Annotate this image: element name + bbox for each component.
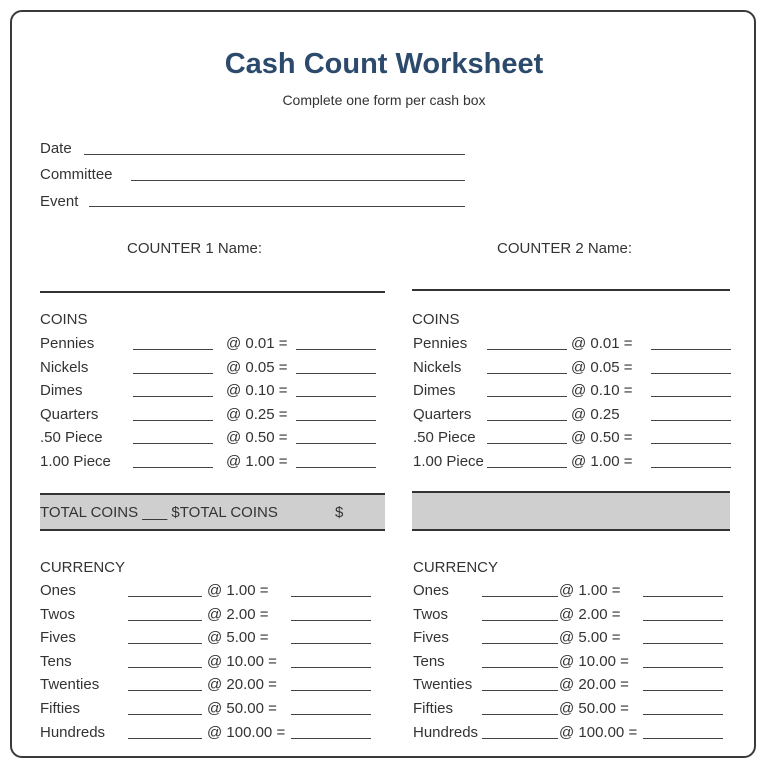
denomination-label: 1.00 Piece — [40, 453, 111, 470]
rate-label: @ 1.00 = — [571, 453, 633, 470]
amount-field[interactable] — [651, 420, 731, 421]
denomination-label: Fifties — [40, 700, 81, 717]
rate-label: @ 5.00 = — [559, 629, 621, 647]
amount-field[interactable] — [291, 738, 371, 739]
quantity-field[interactable] — [487, 467, 567, 468]
rate-label: @ 0.05 = — [226, 358, 288, 376]
amount-field[interactable] — [291, 596, 371, 597]
denomination-label: .50 Piece — [40, 429, 103, 447]
event-label: Event — [40, 193, 79, 210]
rate-label: @ 0.25 — [571, 405, 620, 423]
amount-field[interactable] — [296, 396, 376, 397]
quantity-field[interactable] — [482, 714, 558, 715]
quantity-field[interactable] — [128, 620, 202, 621]
denomination-label: Hundreds — [413, 723, 479, 741]
quantity-field[interactable] — [482, 620, 558, 621]
worksheet-frame — [10, 10, 756, 758]
denomination-label: Twenties — [40, 676, 100, 694]
denomination-label: Tens — [413, 652, 445, 670]
coins-heading-left: COINS — [40, 311, 88, 328]
quantity-field[interactable] — [128, 667, 202, 668]
denomination-label: Twos — [413, 605, 449, 623]
quantity-field[interactable] — [133, 373, 213, 374]
currency-heading-left: CURRENCY — [40, 559, 126, 576]
quantity-field[interactable] — [128, 596, 202, 597]
denomination-label: Quarters — [413, 405, 472, 423]
rate-label: @ 0.01 = — [226, 335, 288, 352]
rate-label: @ 1.00 = — [559, 582, 621, 599]
counter2-name-field[interactable] — [412, 289, 730, 291]
currency-heading-right: CURRENCY — [413, 559, 499, 576]
total-coins-dollar: $ — [335, 504, 344, 521]
denomination-label: 1.00 Piece — [413, 453, 484, 470]
total-coins-label: TOTAL COINS ___ $TOTAL COINS — [40, 504, 278, 521]
denomination-label: Quarters — [40, 405, 99, 423]
amount-field[interactable] — [643, 620, 723, 621]
amount-field[interactable] — [291, 667, 371, 668]
amount-field[interactable] — [651, 396, 731, 397]
denomination-label: Twos — [40, 605, 76, 623]
coins-heading-right: COINS — [412, 311, 460, 328]
quantity-field[interactable] — [133, 420, 213, 421]
quantity-field[interactable] — [128, 714, 202, 715]
amount-field[interactable] — [643, 690, 723, 691]
denomination-label: Nickels — [413, 358, 462, 376]
rate-label: @ 50.00 = — [559, 700, 629, 717]
rate-label: @ 0.25 = — [226, 405, 288, 423]
quantity-field[interactable] — [482, 667, 558, 668]
total-coins-band-left — [40, 493, 385, 531]
rate-label: @ 0.05 = — [571, 358, 633, 376]
amount-field[interactable] — [643, 667, 723, 668]
amount-field[interactable] — [291, 714, 371, 715]
counter1-name-field[interactable] — [40, 291, 385, 293]
denomination-label: Dimes — [413, 382, 456, 400]
denomination-label: Dimes — [40, 382, 83, 400]
rate-label: @ 100.00 = — [559, 723, 638, 741]
quantity-field[interactable] — [487, 396, 567, 397]
denomination-label: Tens — [40, 652, 72, 670]
amount-field[interactable] — [651, 443, 731, 444]
amount-field[interactable] — [291, 620, 371, 621]
denomination-label: Fives — [40, 629, 76, 647]
denomination-label: Fives — [413, 629, 449, 647]
event-field[interactable] — [89, 206, 465, 207]
amount-field[interactable] — [643, 738, 723, 739]
rate-label: @ 0.10 = — [226, 382, 288, 400]
quantity-field[interactable] — [482, 738, 558, 739]
denomination-label: Nickels — [40, 358, 89, 376]
counter2-label: COUNTER 2 Name: — [497, 240, 633, 257]
amount-field[interactable] — [296, 349, 376, 350]
amount-field[interactable] — [291, 690, 371, 691]
quantity-field[interactable] — [482, 643, 558, 644]
denomination-label: Ones — [413, 582, 449, 599]
committee-label: Committee — [40, 166, 113, 183]
quantity-field[interactable] — [487, 420, 567, 421]
denomination-label: Pennies — [413, 335, 468, 352]
quantity-field[interactable] — [487, 349, 567, 350]
denomination-label: Ones — [40, 582, 76, 599]
quantity-field[interactable] — [133, 443, 213, 444]
counter1-label: COUNTER 1 Name: — [127, 240, 263, 257]
rate-label: @ 0.01 = — [571, 335, 633, 352]
rate-label: @ 10.00 = — [559, 652, 629, 670]
amount-field[interactable] — [643, 643, 723, 644]
rate-label: @ 2.00 = — [559, 605, 621, 623]
amount-field[interactable] — [651, 349, 731, 350]
amount-field[interactable] — [643, 714, 723, 715]
quantity-field[interactable] — [128, 690, 202, 691]
denomination-label: Fifties — [413, 700, 454, 717]
quantity-field[interactable] — [487, 373, 567, 374]
amount-field[interactable] — [291, 643, 371, 644]
quantity-field[interactable] — [128, 738, 202, 739]
total-coins-band-right — [412, 491, 730, 531]
date-field[interactable] — [84, 154, 465, 155]
page-subtitle: Complete one form per cash box — [282, 92, 486, 108]
rate-label: @ 2.00 = — [207, 605, 269, 623]
rate-label: @ 20.00 = — [559, 676, 629, 694]
rate-label: @ 1.00 = — [226, 453, 288, 470]
quantity-field[interactable] — [482, 690, 558, 691]
amount-field[interactable] — [296, 373, 376, 374]
quantity-field[interactable] — [487, 443, 567, 444]
rate-label: @ 10.00 = — [207, 652, 277, 670]
rate-label: @ 0.50 = — [571, 429, 633, 447]
denomination-label: .50 Piece — [413, 429, 476, 447]
amount-field[interactable] — [296, 420, 376, 421]
rate-label: @ 50.00 = — [207, 700, 277, 717]
quantity-field[interactable] — [482, 596, 558, 597]
rate-label: @ 100.00 = — [207, 723, 286, 741]
amount-field[interactable] — [651, 467, 731, 468]
rate-label: @ 0.10 = — [571, 382, 633, 400]
denomination-label: Twenties — [413, 676, 473, 694]
quantity-field[interactable] — [133, 349, 213, 350]
amount-field[interactable] — [296, 467, 376, 468]
rate-label: @ 20.00 = — [207, 676, 277, 694]
date-label: Date — [40, 140, 72, 157]
rate-label: @ 0.50 = — [226, 429, 288, 447]
rate-label: @ 5.00 = — [207, 629, 269, 647]
amount-field[interactable] — [296, 443, 376, 444]
quantity-field[interactable] — [128, 643, 202, 644]
rate-label: @ 1.00 = — [207, 582, 269, 599]
committee-field[interactable] — [131, 180, 465, 181]
denomination-label: Pennies — [40, 335, 95, 352]
amount-field[interactable] — [643, 596, 723, 597]
denomination-label: Hundreds — [40, 723, 106, 741]
quantity-field[interactable] — [133, 396, 213, 397]
amount-field[interactable] — [651, 373, 731, 374]
page-title: Cash Count Worksheet — [224, 48, 544, 80]
quantity-field[interactable] — [133, 467, 213, 468]
